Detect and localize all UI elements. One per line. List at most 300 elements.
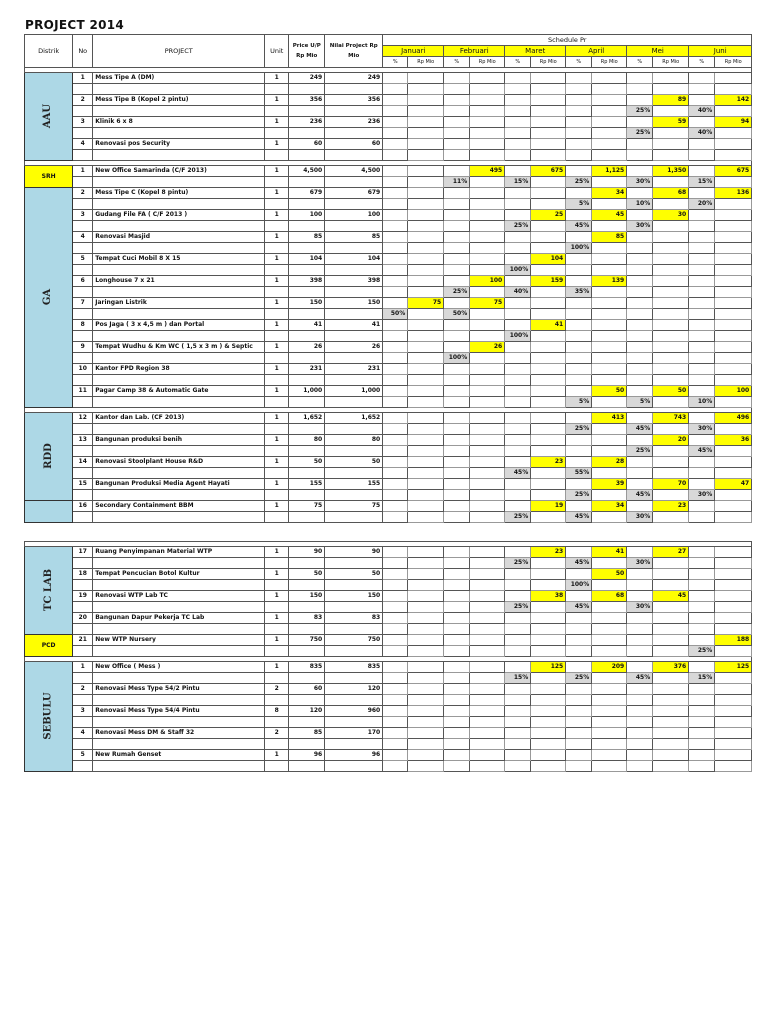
rp-mio-cell[interactable]	[408, 435, 444, 446]
percent-cell[interactable]	[505, 424, 531, 435]
rp-mio-cell[interactable]: 125	[531, 662, 566, 673]
percent-cell[interactable]	[689, 624, 715, 635]
percent-cell[interactable]	[627, 84, 653, 95]
percent-cell[interactable]: 30%	[627, 177, 653, 188]
rp-mio-cell[interactable]	[470, 413, 505, 424]
rp-mio-cell[interactable]	[653, 298, 689, 309]
percent-cell[interactable]	[444, 397, 470, 408]
percent-cell[interactable]	[627, 150, 653, 161]
percent-cell[interactable]: 45%	[566, 221, 592, 232]
percent-cell[interactable]: 30%	[627, 221, 653, 232]
percent-cell[interactable]: 25%	[444, 287, 470, 298]
percent-cell[interactable]	[444, 761, 470, 772]
rp-mio-cell[interactable]	[592, 750, 627, 761]
rp-mio-cell[interactable]	[715, 254, 752, 265]
rp-mio-cell[interactable]: 59	[653, 117, 689, 128]
rp-mio-cell[interactable]	[531, 435, 566, 446]
percent-cell[interactable]	[383, 646, 408, 657]
percent-cell[interactable]: 45%	[689, 446, 715, 457]
rp-mio-cell[interactable]	[653, 276, 689, 287]
rp-mio-cell[interactable]	[531, 728, 566, 739]
rp-mio-cell[interactable]: 27	[653, 547, 689, 558]
rp-mio-cell[interactable]: 26	[470, 342, 505, 353]
rp-mio-cell[interactable]	[531, 139, 566, 150]
rp-mio-cell[interactable]: 36	[715, 435, 752, 446]
percent-cell[interactable]: 30%	[627, 602, 653, 613]
rp-mio-cell[interactable]	[531, 635, 566, 646]
percent-cell[interactable]	[689, 353, 715, 364]
percent-cell[interactable]: 25%	[627, 106, 653, 117]
percent-cell[interactable]: 45%	[627, 490, 653, 501]
percent-cell[interactable]	[689, 739, 715, 750]
percent-cell[interactable]	[444, 512, 470, 523]
percent-cell[interactable]	[627, 287, 653, 298]
rp-mio-cell[interactable]	[408, 386, 444, 397]
percent-cell[interactable]: 40%	[689, 106, 715, 117]
rp-mio-cell[interactable]	[408, 342, 444, 353]
rp-mio-cell[interactable]	[470, 613, 505, 624]
rp-mio-cell[interactable]	[408, 188, 444, 199]
rp-mio-cell[interactable]	[715, 613, 752, 624]
project-name[interactable]: Renovasi Masjid	[93, 232, 265, 243]
rp-mio-cell[interactable]: 23	[531, 547, 566, 558]
percent-cell[interactable]	[383, 558, 408, 569]
percent-cell[interactable]	[383, 424, 408, 435]
percent-cell[interactable]	[444, 150, 470, 161]
percent-cell[interactable]	[627, 265, 653, 276]
percent-cell[interactable]	[566, 717, 592, 728]
rp-mio-cell[interactable]	[470, 73, 505, 84]
percent-cell[interactable]	[505, 106, 531, 117]
percent-cell[interactable]	[383, 490, 408, 501]
project-name[interactable]: Mess Tipe B (Kopel 2 pintu)	[93, 95, 265, 106]
rp-mio-cell[interactable]	[715, 457, 752, 468]
percent-cell[interactable]	[505, 309, 531, 320]
percent-cell[interactable]: 5%	[627, 397, 653, 408]
percent-cell[interactable]: 10%	[627, 199, 653, 210]
rp-mio-cell[interactable]: 41	[592, 547, 627, 558]
percent-cell[interactable]	[383, 287, 408, 298]
rp-mio-cell[interactable]: 39	[592, 479, 627, 490]
percent-cell[interactable]	[627, 761, 653, 772]
rp-mio-cell[interactable]: 1,125	[592, 166, 627, 177]
percent-cell[interactable]: 25%	[566, 177, 592, 188]
percent-cell[interactable]: 30%	[627, 558, 653, 569]
percent-cell[interactable]: 40%	[689, 128, 715, 139]
percent-cell[interactable]	[505, 739, 531, 750]
project-name[interactable]: Kantor dan Lab. (CF 2013)	[93, 413, 265, 424]
project-name[interactable]: Longhouse 7 x 21	[93, 276, 265, 287]
project-name[interactable]: New WTP Nursery	[93, 635, 265, 646]
rp-mio-cell[interactable]	[653, 232, 689, 243]
rp-mio-cell[interactable]	[653, 342, 689, 353]
rp-mio-cell[interactable]: 38	[531, 591, 566, 602]
percent-cell[interactable]	[505, 150, 531, 161]
percent-cell[interactable]	[566, 128, 592, 139]
rp-mio-cell[interactable]: 743	[653, 413, 689, 424]
rp-mio-cell[interactable]	[592, 320, 627, 331]
rp-mio-cell[interactable]	[653, 364, 689, 375]
project-name[interactable]: Tempat Pencucian Botol Kultur	[93, 569, 265, 580]
rp-mio-cell[interactable]	[531, 342, 566, 353]
rp-mio-cell[interactable]	[470, 435, 505, 446]
rp-mio-cell[interactable]	[408, 684, 444, 695]
rp-mio-cell[interactable]: 100	[470, 276, 505, 287]
rp-mio-cell[interactable]	[470, 320, 505, 331]
percent-cell[interactable]	[444, 646, 470, 657]
rp-mio-cell[interactable]	[408, 706, 444, 717]
percent-cell[interactable]: 5%	[566, 199, 592, 210]
percent-cell[interactable]	[444, 490, 470, 501]
percent-cell[interactable]	[505, 446, 531, 457]
project-name[interactable]: Tempat Wudhu & Km WC ( 1,5 x 3 m ) & Septic	[93, 342, 265, 353]
percent-cell[interactable]	[566, 265, 592, 276]
rp-mio-cell[interactable]: 675	[715, 166, 752, 177]
project-name[interactable]: New Office Samarinda (C/F 2013)	[93, 166, 265, 177]
percent-cell[interactable]	[444, 558, 470, 569]
percent-cell[interactable]: 100%	[566, 243, 592, 254]
percent-cell[interactable]	[689, 695, 715, 706]
percent-cell[interactable]: 25%	[566, 673, 592, 684]
rp-mio-cell[interactable]: 136	[715, 188, 752, 199]
rp-mio-cell[interactable]: 70	[653, 479, 689, 490]
rp-mio-cell[interactable]	[653, 635, 689, 646]
rp-mio-cell[interactable]	[408, 276, 444, 287]
percent-cell[interactable]	[566, 624, 592, 635]
percent-cell[interactable]	[444, 695, 470, 706]
percent-cell[interactable]	[444, 375, 470, 386]
project-name[interactable]: New Rumah Genset	[93, 750, 265, 761]
rp-mio-cell[interactable]: 104	[531, 254, 566, 265]
rp-mio-cell[interactable]: 1,350	[653, 166, 689, 177]
rp-mio-cell[interactable]	[592, 254, 627, 265]
rp-mio-cell[interactable]	[653, 684, 689, 695]
percent-cell[interactable]	[689, 580, 715, 591]
percent-cell[interactable]	[566, 695, 592, 706]
percent-cell[interactable]	[505, 624, 531, 635]
percent-cell[interactable]	[689, 84, 715, 95]
rp-mio-cell[interactable]	[408, 254, 444, 265]
rp-mio-cell[interactable]: 188	[715, 635, 752, 646]
rp-mio-cell[interactable]: 496	[715, 413, 752, 424]
rp-mio-cell[interactable]	[715, 232, 752, 243]
rp-mio-cell[interactable]	[531, 706, 566, 717]
percent-cell[interactable]	[627, 624, 653, 635]
project-name[interactable]: Gudang File FA ( C/F 2013 )	[93, 210, 265, 221]
project-name[interactable]: Renovasi Mess Type 54/4 Pintu	[93, 706, 265, 717]
percent-cell[interactable]	[444, 739, 470, 750]
rp-mio-cell[interactable]	[531, 232, 566, 243]
rp-mio-cell[interactable]	[408, 569, 444, 580]
percent-cell[interactable]: 55%	[566, 468, 592, 479]
percent-cell[interactable]	[627, 375, 653, 386]
rp-mio-cell[interactable]	[715, 73, 752, 84]
rp-mio-cell[interactable]	[470, 706, 505, 717]
rp-mio-cell[interactable]	[470, 210, 505, 221]
rp-mio-cell[interactable]: 376	[653, 662, 689, 673]
rp-mio-cell[interactable]	[470, 95, 505, 106]
rp-mio-cell[interactable]	[470, 479, 505, 490]
percent-cell[interactable]	[627, 331, 653, 342]
rp-mio-cell[interactable]	[592, 342, 627, 353]
percent-cell[interactable]	[627, 309, 653, 320]
percent-cell[interactable]	[444, 468, 470, 479]
rp-mio-cell[interactable]	[653, 613, 689, 624]
rp-mio-cell[interactable]	[715, 276, 752, 287]
percent-cell[interactable]	[689, 331, 715, 342]
rp-mio-cell[interactable]	[653, 139, 689, 150]
percent-cell[interactable]: 45%	[627, 673, 653, 684]
rp-mio-cell[interactable]	[408, 320, 444, 331]
rp-mio-cell[interactable]: 209	[592, 662, 627, 673]
percent-cell[interactable]: 40%	[505, 287, 531, 298]
rp-mio-cell[interactable]	[531, 386, 566, 397]
rp-mio-cell[interactable]: 45	[653, 591, 689, 602]
percent-cell[interactable]: 25%	[505, 558, 531, 569]
rp-mio-cell[interactable]	[653, 457, 689, 468]
percent-cell[interactable]	[689, 761, 715, 772]
rp-mio-cell[interactable]	[531, 479, 566, 490]
rp-mio-cell[interactable]: 23	[653, 501, 689, 512]
percent-cell[interactable]: 30%	[627, 512, 653, 523]
project-name[interactable]: Pos Jaga ( 3 x 4,5 m ) dan Portal	[93, 320, 265, 331]
rp-mio-cell[interactable]: 89	[653, 95, 689, 106]
rp-mio-cell[interactable]	[470, 188, 505, 199]
rp-mio-cell[interactable]: 45	[592, 210, 627, 221]
project-name[interactable]: Renovasi Mess Type 54/2 Pintu	[93, 684, 265, 695]
percent-cell[interactable]	[566, 331, 592, 342]
percent-cell[interactable]	[444, 128, 470, 139]
percent-cell[interactable]	[383, 397, 408, 408]
rp-mio-cell[interactable]	[715, 706, 752, 717]
rp-mio-cell[interactable]	[592, 435, 627, 446]
project-name[interactable]: Pagar Camp 38 & Automatic Gate	[93, 386, 265, 397]
percent-cell[interactable]: 25%	[627, 446, 653, 457]
percent-cell[interactable]	[627, 580, 653, 591]
percent-cell[interactable]: 100%	[505, 331, 531, 342]
percent-cell[interactable]: 25%	[505, 602, 531, 613]
percent-cell[interactable]	[383, 580, 408, 591]
rp-mio-cell[interactable]	[470, 139, 505, 150]
rp-mio-cell[interactable]	[715, 342, 752, 353]
rp-mio-cell[interactable]	[470, 684, 505, 695]
rp-mio-cell[interactable]	[592, 73, 627, 84]
percent-cell[interactable]: 15%	[505, 673, 531, 684]
rp-mio-cell[interactable]	[592, 728, 627, 739]
percent-cell[interactable]	[627, 695, 653, 706]
rp-mio-cell[interactable]	[715, 591, 752, 602]
rp-mio-cell[interactable]	[592, 635, 627, 646]
rp-mio-cell[interactable]	[470, 662, 505, 673]
rp-mio-cell[interactable]	[470, 635, 505, 646]
rp-mio-cell[interactable]	[715, 547, 752, 558]
percent-cell[interactable]: 15%	[689, 673, 715, 684]
percent-cell[interactable]	[383, 128, 408, 139]
percent-cell[interactable]	[627, 646, 653, 657]
percent-cell[interactable]	[383, 353, 408, 364]
percent-cell[interactable]	[444, 84, 470, 95]
rp-mio-cell[interactable]: 495	[470, 166, 505, 177]
percent-cell[interactable]	[689, 221, 715, 232]
rp-mio-cell[interactable]	[470, 728, 505, 739]
rp-mio-cell[interactable]: 50	[592, 386, 627, 397]
percent-cell[interactable]	[383, 446, 408, 457]
percent-cell[interactable]: 30%	[689, 490, 715, 501]
rp-mio-cell[interactable]	[470, 501, 505, 512]
rp-mio-cell[interactable]	[531, 117, 566, 128]
rp-mio-cell[interactable]: 28	[592, 457, 627, 468]
project-name[interactable]: Bangunan Dapur Pekerja TC Lab	[93, 613, 265, 624]
percent-cell[interactable]	[383, 106, 408, 117]
percent-cell[interactable]: 25%	[566, 490, 592, 501]
percent-cell[interactable]	[505, 695, 531, 706]
rp-mio-cell[interactable]	[592, 298, 627, 309]
rp-mio-cell[interactable]	[408, 501, 444, 512]
rp-mio-cell[interactable]: 47	[715, 479, 752, 490]
percent-cell[interactable]	[505, 490, 531, 501]
rp-mio-cell[interactable]	[592, 95, 627, 106]
percent-cell[interactable]: 45%	[566, 602, 592, 613]
rp-mio-cell[interactable]	[408, 662, 444, 673]
project-name[interactable]: Renovasi Stoolplant House R&D	[93, 457, 265, 468]
rp-mio-cell[interactable]	[408, 591, 444, 602]
rp-mio-cell[interactable]	[653, 728, 689, 739]
percent-cell[interactable]	[444, 717, 470, 728]
percent-cell[interactable]	[689, 717, 715, 728]
project-name[interactable]: Ruang Penyimpanan Material WTP	[93, 547, 265, 558]
percent-cell[interactable]	[505, 84, 531, 95]
percent-cell[interactable]	[444, 673, 470, 684]
rp-mio-cell[interactable]	[592, 706, 627, 717]
rp-mio-cell[interactable]	[653, 706, 689, 717]
percent-cell[interactable]	[689, 558, 715, 569]
project-name[interactable]: Kantor FPD Region 38	[93, 364, 265, 375]
percent-cell[interactable]	[383, 695, 408, 706]
rp-mio-cell[interactable]	[592, 613, 627, 624]
percent-cell[interactable]: 25%	[505, 512, 531, 523]
rp-mio-cell[interactable]	[715, 569, 752, 580]
percent-cell[interactable]	[383, 468, 408, 479]
rp-mio-cell[interactable]	[470, 386, 505, 397]
percent-cell[interactable]	[383, 739, 408, 750]
rp-mio-cell[interactable]: 125	[715, 662, 752, 673]
percent-cell[interactable]: 25%	[566, 424, 592, 435]
percent-cell[interactable]	[689, 375, 715, 386]
percent-cell[interactable]	[444, 221, 470, 232]
percent-cell[interactable]	[444, 331, 470, 342]
rp-mio-cell[interactable]	[408, 232, 444, 243]
rp-mio-cell[interactable]: 41	[531, 320, 566, 331]
rp-mio-cell[interactable]	[470, 117, 505, 128]
rp-mio-cell[interactable]: 19	[531, 501, 566, 512]
project-name[interactable]: Bangunan Produksi Media Agent Hayati	[93, 479, 265, 490]
project-name[interactable]: Renovasi WTP Lab TC	[93, 591, 265, 602]
rp-mio-cell[interactable]: 30	[653, 210, 689, 221]
percent-cell[interactable]	[383, 243, 408, 254]
percent-cell[interactable]: 30%	[689, 424, 715, 435]
percent-cell[interactable]	[689, 265, 715, 276]
percent-cell[interactable]	[444, 446, 470, 457]
rp-mio-cell[interactable]	[531, 413, 566, 424]
rp-mio-cell[interactable]	[531, 73, 566, 84]
percent-cell[interactable]	[505, 375, 531, 386]
rp-mio-cell[interactable]	[531, 95, 566, 106]
rp-mio-cell[interactable]	[470, 457, 505, 468]
percent-cell[interactable]: 10%	[689, 397, 715, 408]
rp-mio-cell[interactable]	[653, 569, 689, 580]
project-name[interactable]: Renovasi Mess DM & Staff 32	[93, 728, 265, 739]
rp-mio-cell[interactable]	[408, 413, 444, 424]
percent-cell[interactable]: 25%	[627, 128, 653, 139]
rp-mio-cell[interactable]	[715, 501, 752, 512]
rp-mio-cell[interactable]	[470, 750, 505, 761]
percent-cell[interactable]: 50%	[383, 309, 408, 320]
percent-cell[interactable]	[689, 468, 715, 479]
rp-mio-cell[interactable]: 23	[531, 457, 566, 468]
percent-cell[interactable]	[444, 106, 470, 117]
rp-mio-cell[interactable]	[653, 73, 689, 84]
rp-mio-cell[interactable]	[408, 166, 444, 177]
percent-cell[interactable]	[689, 150, 715, 161]
percent-cell[interactable]: 25%	[505, 221, 531, 232]
percent-cell[interactable]	[505, 397, 531, 408]
rp-mio-cell[interactable]	[408, 635, 444, 646]
percent-cell[interactable]	[383, 84, 408, 95]
rp-mio-cell[interactable]	[408, 750, 444, 761]
percent-cell[interactable]	[383, 199, 408, 210]
rp-mio-cell[interactable]	[531, 684, 566, 695]
percent-cell[interactable]	[505, 646, 531, 657]
rp-mio-cell[interactable]	[408, 73, 444, 84]
rp-mio-cell[interactable]	[592, 139, 627, 150]
rp-mio-cell[interactable]	[408, 139, 444, 150]
percent-cell[interactable]	[444, 624, 470, 635]
percent-cell[interactable]: 50%	[444, 309, 470, 320]
rp-mio-cell[interactable]	[408, 457, 444, 468]
rp-mio-cell[interactable]	[531, 298, 566, 309]
percent-cell[interactable]	[627, 468, 653, 479]
percent-cell[interactable]: 45%	[505, 468, 531, 479]
percent-cell[interactable]	[505, 353, 531, 364]
percent-cell[interactable]	[383, 673, 408, 684]
percent-cell[interactable]	[689, 243, 715, 254]
percent-cell[interactable]	[505, 128, 531, 139]
rp-mio-cell[interactable]	[531, 750, 566, 761]
percent-cell[interactable]	[383, 177, 408, 188]
percent-cell[interactable]	[444, 602, 470, 613]
rp-mio-cell[interactable]	[408, 210, 444, 221]
percent-cell[interactable]	[444, 265, 470, 276]
percent-cell[interactable]	[566, 353, 592, 364]
rp-mio-cell[interactable]: 68	[592, 591, 627, 602]
percent-cell[interactable]: 15%	[689, 177, 715, 188]
rp-mio-cell[interactable]: 94	[715, 117, 752, 128]
percent-cell[interactable]	[566, 84, 592, 95]
project-name[interactable]: Jaringan Listrik	[93, 298, 265, 309]
rp-mio-cell[interactable]	[715, 728, 752, 739]
rp-mio-cell[interactable]	[470, 569, 505, 580]
rp-mio-cell[interactable]: 159	[531, 276, 566, 287]
rp-mio-cell[interactable]: 413	[592, 413, 627, 424]
percent-cell[interactable]	[383, 602, 408, 613]
rp-mio-cell[interactable]: 75	[470, 298, 505, 309]
percent-cell[interactable]	[383, 375, 408, 386]
percent-cell[interactable]: 45%	[627, 424, 653, 435]
percent-cell[interactable]	[383, 624, 408, 635]
rp-mio-cell[interactable]	[470, 547, 505, 558]
rp-mio-cell[interactable]: 34	[592, 188, 627, 199]
percent-cell[interactable]	[566, 446, 592, 457]
